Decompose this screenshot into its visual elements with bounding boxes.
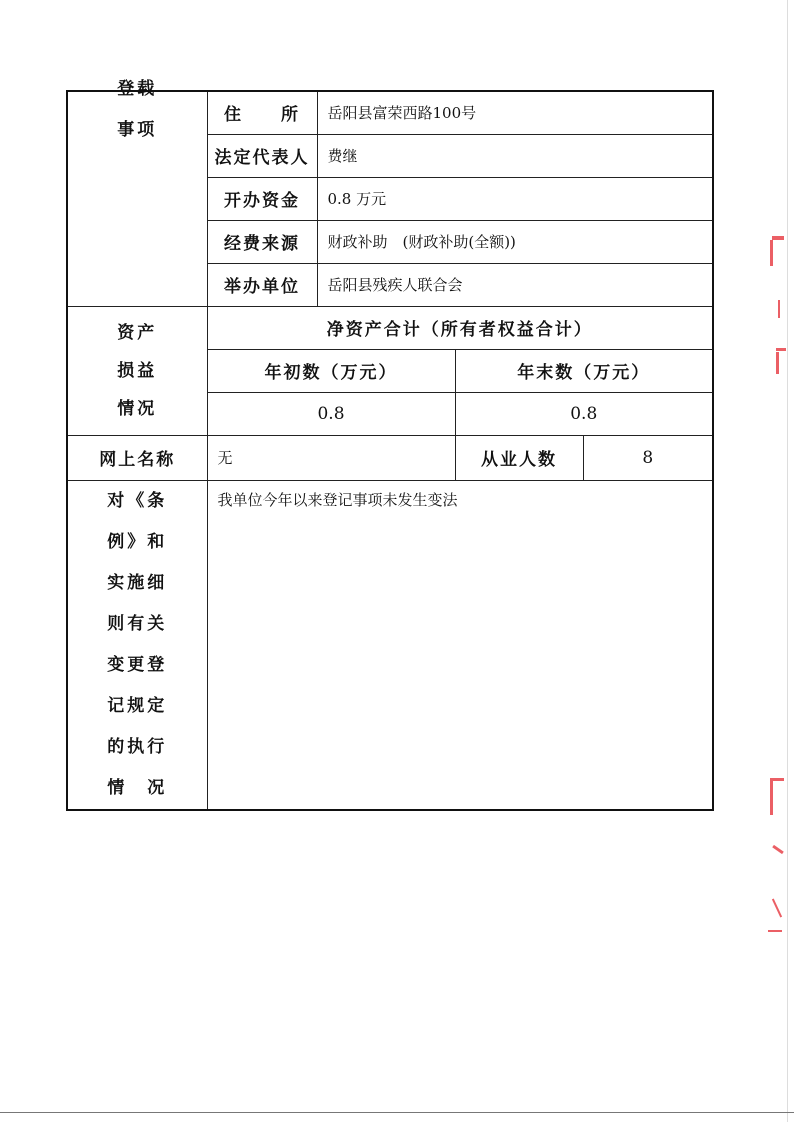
page-edge bbox=[787, 0, 788, 1122]
online-name-value: 无 bbox=[207, 435, 455, 480]
capital-label: 开办资金 bbox=[207, 177, 317, 220]
funding-source-value: 财政补助 (财政补助(全额)) bbox=[317, 220, 713, 263]
compliance-label-line: 对《条 bbox=[107, 490, 168, 511]
seal-fragment bbox=[772, 236, 784, 240]
compliance-label-line: 情 况 bbox=[107, 777, 168, 798]
compliance-label-line: 记规定 bbox=[107, 695, 168, 716]
end-of-year-header: 年末数（万元） bbox=[455, 349, 713, 392]
net-assets-header: 净资产合计（所有者权益合计） bbox=[207, 306, 713, 349]
seal-fragment bbox=[776, 352, 779, 374]
seal-fragment bbox=[772, 899, 782, 918]
seal-fragment bbox=[778, 300, 780, 318]
staff-count-value: 8 bbox=[583, 435, 713, 480]
seal-fragment bbox=[768, 930, 782, 932]
end-of-year-value: 0.8 bbox=[455, 392, 713, 435]
compliance-label-line: 则有关 bbox=[107, 613, 168, 634]
legal-rep-label: 法定代表人 bbox=[207, 134, 317, 177]
capital-value: 0.8 万元 bbox=[317, 177, 713, 220]
registration-label-line-1: 登载 bbox=[117, 78, 158, 99]
start-of-year-value: 0.8 bbox=[207, 392, 455, 435]
assets-label-line-1: 资产 bbox=[117, 322, 158, 343]
seal-fragment bbox=[772, 845, 784, 854]
funding-source-label: 经费来源 bbox=[207, 220, 317, 263]
compliance-label-line: 例》和 bbox=[107, 531, 168, 552]
assets-label-line-2: 损益 bbox=[117, 360, 158, 381]
seal-fragment bbox=[770, 781, 773, 815]
sponsor-label: 举办单位 bbox=[207, 263, 317, 306]
start-of-year-header: 年初数（万元） bbox=[207, 349, 455, 392]
assets-section-label bbox=[67, 306, 207, 435]
online-name-label: 网上名称 bbox=[67, 435, 207, 480]
annual-report-table bbox=[66, 78, 714, 811]
seal-fragment bbox=[776, 348, 786, 351]
registration-section-label bbox=[67, 78, 207, 306]
address-label: 住 所 bbox=[207, 91, 317, 134]
address-value: 岳阳县富荣西路100号 bbox=[317, 91, 713, 134]
scan-edge-line bbox=[0, 1112, 794, 1113]
seal-fragment bbox=[770, 240, 773, 266]
compliance-label-line: 的执行 bbox=[107, 736, 168, 757]
compliance-label-line: 实施细 bbox=[107, 572, 168, 593]
legal-rep-value: 费继 bbox=[317, 134, 713, 177]
assets-label-line-3: 情况 bbox=[117, 398, 158, 419]
compliance-label-line: 变更登 bbox=[107, 654, 168, 675]
registration-label-line-2: 事项 bbox=[117, 119, 158, 140]
sponsor-value: 岳阳县残疾人联合会 bbox=[317, 263, 713, 306]
compliance-text: 我单位今年以来登记事项未发生变法 bbox=[207, 480, 713, 810]
staff-count-label: 从业人数 bbox=[455, 435, 583, 480]
compliance-label bbox=[67, 480, 207, 810]
